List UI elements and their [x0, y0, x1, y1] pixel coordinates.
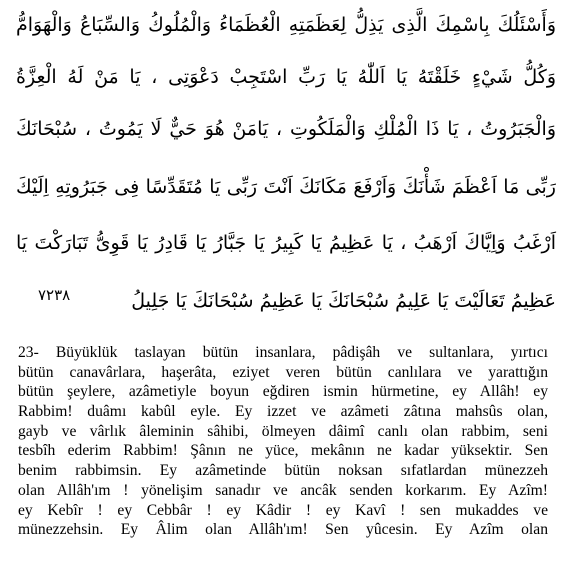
translation-line: bütün şeylere, azâmetiyle boyun eğdiren ismin hürmetine, ey Allâh! ey — [18, 383, 548, 401]
turkish-translation — [18, 343, 548, 540]
arabic-line: وَكُلُّ شَيْءٍ خَلَقْتَهُ يَا اَللّٰهُ يَا رَبِّ اسْتَجِبْ دَعْوَتِى ، يَا مَنْ لَهُ الْعِزَّةُ — [16, 66, 556, 88]
translation-line: münezzehsin. Ey Âlim olan Allâh'ım! Sen yûcesin. Ey Azîm olan — [18, 521, 548, 539]
translation-line: bütün canavârlara, haşerâta, eziyet veren bütün canlılara ve yarattığın — [18, 363, 548, 381]
arabic-line: عَظِيمُ تَعَالَيْتَ يَا عَلِيمُ سُبْحَانَكَ يَا عَظِيمُ سُبْحَانَكَ يَا جَلِيلُ — [131, 290, 556, 312]
verse-number: ٧٢٣٨ — [38, 286, 71, 304]
translation-line: benim rabbimsin. Ey azâmetinde bütün noksan sıfatlardan münezzeh — [18, 462, 548, 480]
translation-line: Rabbim! duâmı kabûl eyle. Ey izzet ve azâmeti zâtına mahsûs olan, — [18, 403, 548, 421]
translation-line: tesbîh ederim Rabbim! Şânın ne yüce, mekânın ne kadar yüksektir. Sen — [18, 442, 548, 460]
arabic-line: وَالْجَبَرُوتُ ، يَا ذَا الْمُلْكِ وَالْمَلَكُوتِ ، يَامَنْ هُوَ حَيٌّ لَا يَمُوتُ ، سُبْحَانَكَ — [16, 118, 556, 140]
translation-line: ey Kebîr ! ey Cebbâr ! ey Kâdir ! ey Kavî ! sen mukaddes ve — [18, 501, 548, 519]
translation-line: olan Allâh'ım ! yönelişim sanadır ve ancâk senden korkarım. Ey Azîm! — [18, 481, 548, 499]
arabic-line: وَأَسْئَلُكَ بِاسْمِكَ الَّذِى يَذِلُّ لِعَظَمَتِهِ الْعُظَمَاءُ وَالْمُلُوكُ وَالسِّبَاعُ وَالْهَوَامُّ — [16, 14, 556, 36]
translation-line: 23- Büyüklük taslayan bütün insanlara, pâdişâh ve sultanlara, yırtıcı — [18, 344, 548, 361]
translation-line: gayb ve vârlık âleminin sâhibi, ölmeyen dâimî canlı olan rabbim, seni — [18, 422, 548, 440]
arabic-line: اَرْغَبُ وَاِيَّاكَ اَرْهَبُ ، يَا عَظِيمُ يَا كَبِيرُ يَا جَبَّارُ يَا قَادِرُ يَا قَوِىُّ تَبَارَكْتَ يَا — [16, 232, 556, 254]
arabic-line: رَبِّى مَا اَعْظَمَ شَأْنَكَ وَاَرْفَعَ مَكَانَكَ اَنْتَ رَبِّى يَا مُتَقَدِّسًا فِى جَبَرُوتِهِ اِلَيْكَ — [16, 176, 556, 198]
